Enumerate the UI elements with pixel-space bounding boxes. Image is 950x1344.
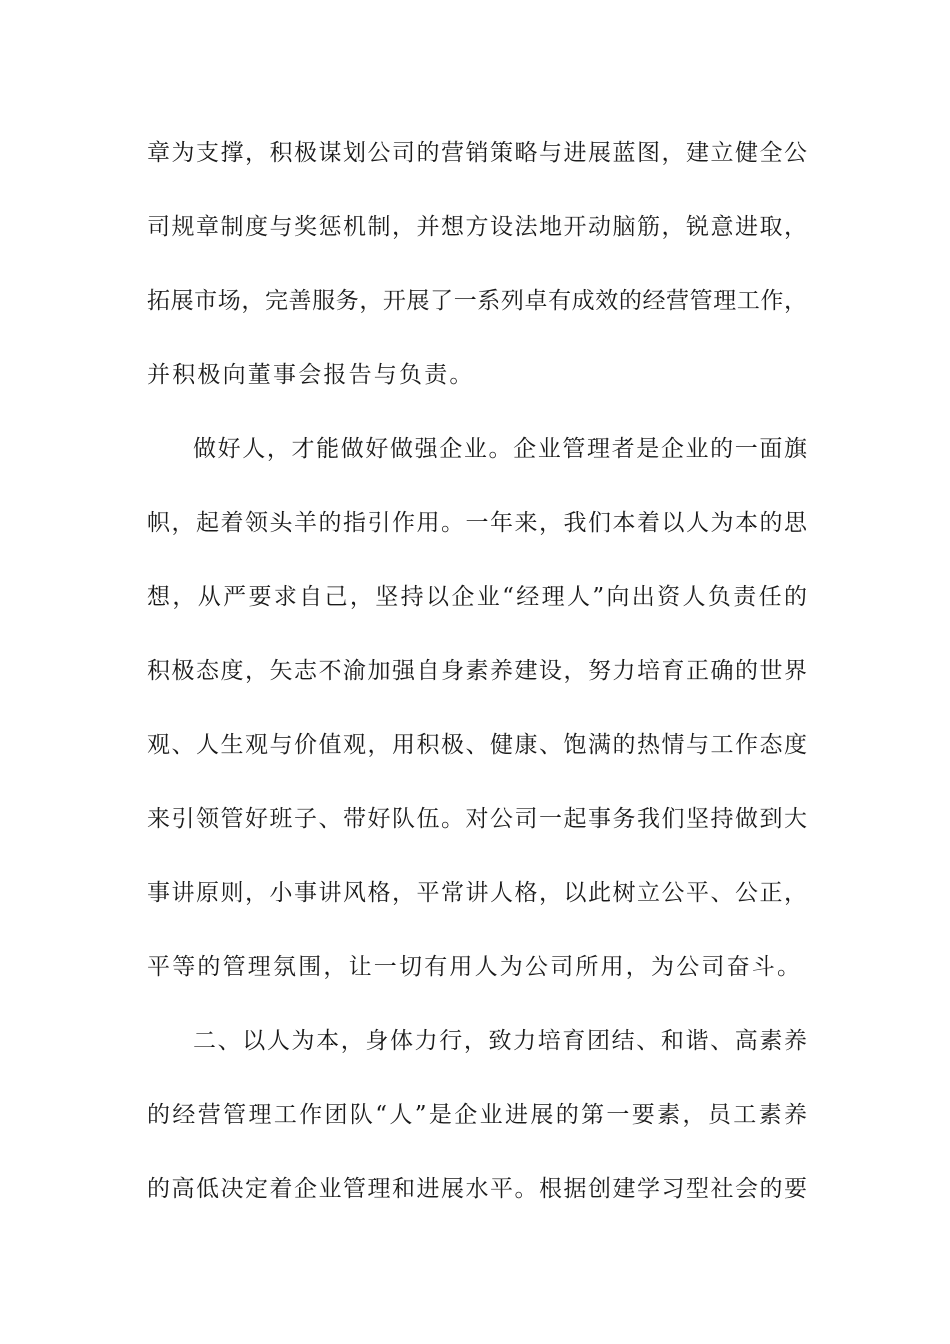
body-text-line: 事讲原则，小事讲风格，平常讲人格，以此树立公平、公正， bbox=[147, 880, 807, 906]
body-text-line: 并积极向董事会报告与负责。 bbox=[147, 362, 475, 388]
body-text-line: 观、人生观与价值观，用积极、健康、饱满的热情与工作态度 bbox=[147, 732, 807, 758]
body-text-line: 章为支撑，积极谋划公司的营销策略与进展蓝图，建立健全公 bbox=[147, 140, 807, 166]
section-heading-line: 二、以人为本，身体力行，致力培育团结、和谐、高素养 bbox=[193, 1028, 807, 1054]
body-text-line: 司规章制度与奖惩机制，并想方设法地开动脑筋，锐意进取， bbox=[147, 214, 807, 240]
body-text-line: 的高低决定着企业管理和进展水平。根据创建学习型社会的要 bbox=[147, 1176, 807, 1202]
body-text-line: 积极态度，矢志不渝加强自身素养建设，努力培育正确的世界 bbox=[147, 658, 807, 684]
body-text-line: 想，从严要求自己，坚持以企业“经理人”向出资人负责任的 bbox=[147, 584, 807, 610]
body-text-line: 来引领管好班子、带好队伍。对公司一起事务我们坚持做到大 bbox=[147, 806, 807, 832]
paragraph-first-line: 做好人，才能做好做强企业。企业管理者是企业的一面旗 bbox=[193, 436, 807, 462]
body-text-line: 的经营管理工作团队“人”是企业进展的第一要素，员工素养 bbox=[147, 1102, 807, 1128]
body-text-line: 平等的管理氛围，让一切有用人为公司所用，为公司奋斗。 bbox=[147, 954, 803, 980]
body-text-line: 拓展市场，完善服务，开展了一系列卓有成效的经营管理工作， bbox=[147, 288, 807, 314]
body-text-line: 帜，起着领头羊的指引作用。一年来，我们本着以人为本的思 bbox=[147, 510, 807, 536]
